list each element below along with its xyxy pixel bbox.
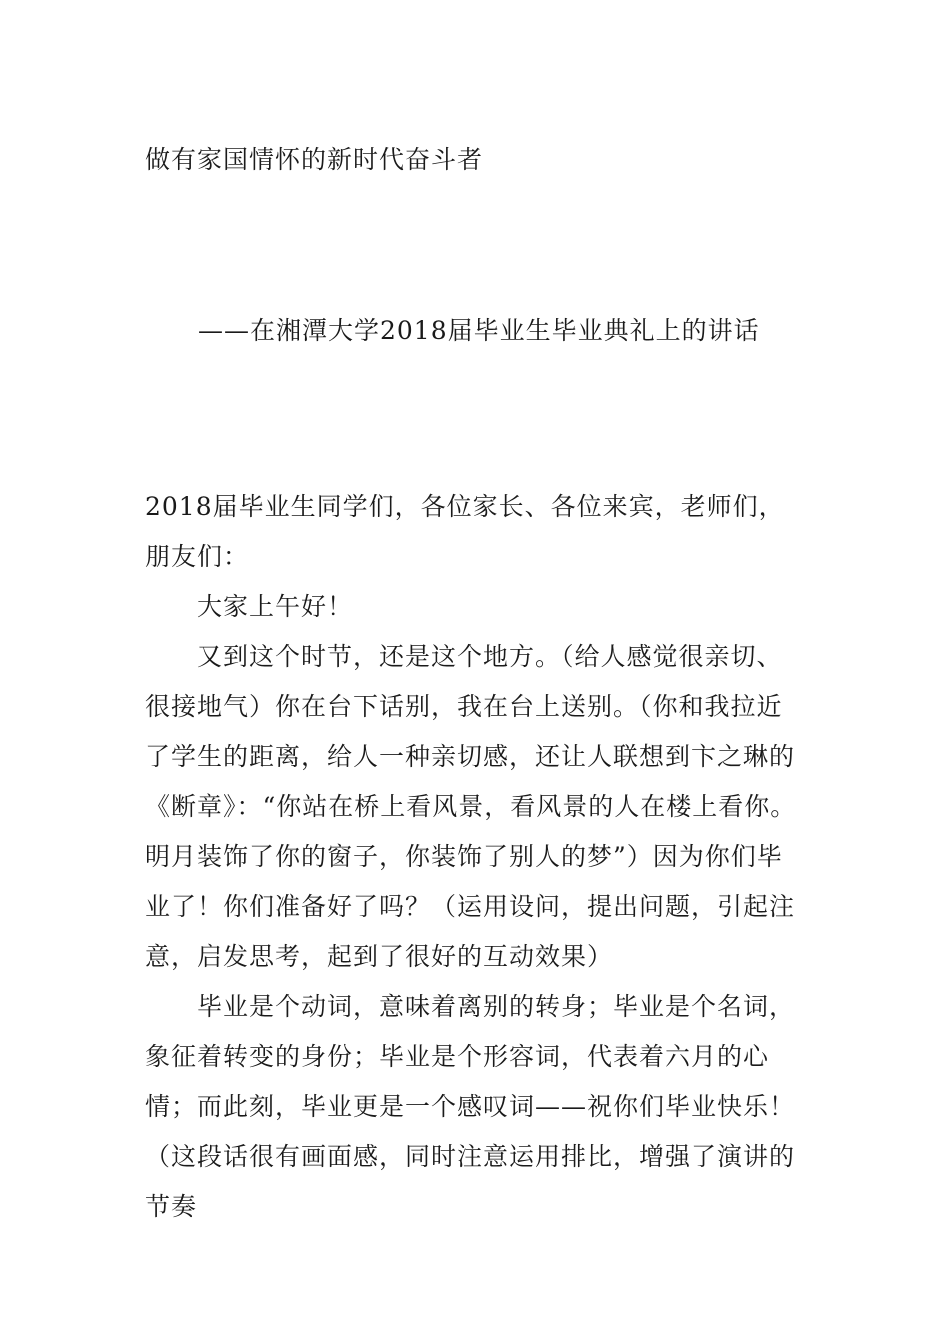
body-paragraph: 又到这个时节，还是这个地方。（给人感觉很亲切、很接地气）你在台下话别，我在台上送别。（你和我拉近了学生的距离，给人一种亲切感，还让人联想到卞之琳的《断章》：“你站在桥上看风景，看风景的人在楼上看你。明月装饰了你的窗子，你装饰了别人的梦”）因为你们毕业了！你们准备好了吗？（运用设问，提出问题，引起注意，启发思考，起到了很好的互动效果）: [145, 642, 797, 971]
document-subtitle: ——在湘潭大学2018届毕业生毕业典礼上的讲话: [198, 316, 760, 345]
document-body: [145, 482, 805, 1232]
document-title: 做有家国情怀的新时代奋斗者: [145, 145, 484, 174]
salutation-paragraph: 2018届毕业生同学们，各位家长、各位来宾，老师们，朋友们：: [145, 492, 785, 571]
greeting-paragraph: 大家上午好！: [197, 592, 354, 621]
body-paragraph: 毕业是个动词，意味着离别的转身；毕业是个名词，象征着转变的身份；毕业是个形容词，代表着六月的心情；而此刻，毕业更是一个感叹词——祝你们毕业快乐！（这段话很有画面感，同时注意运用排比，增强了演讲的节奏: [145, 992, 796, 1221]
